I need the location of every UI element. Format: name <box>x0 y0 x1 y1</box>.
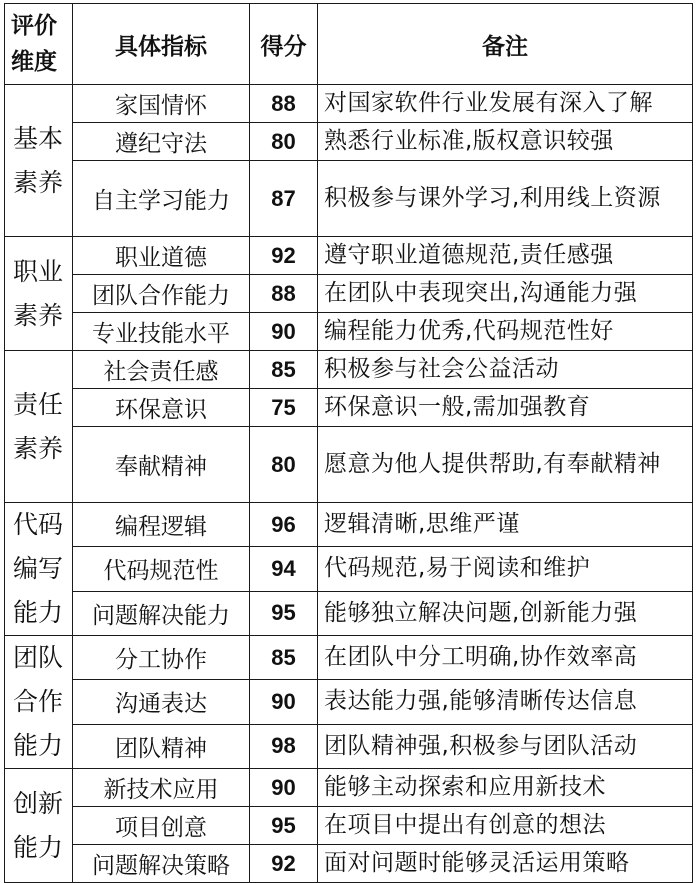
indicator-cell: 职业道德 <box>73 237 250 275</box>
table-row <box>5 427 693 503</box>
indicator-cell: 问题解决能力 <box>73 591 250 635</box>
dimension-cell: 基本素养 <box>5 85 73 237</box>
note-cell: 熟悉行业标准,版权意识较强 <box>318 123 693 161</box>
score-cell: 87 <box>250 161 318 237</box>
note-cell: 在团队中表现突出,沟通能力强 <box>318 275 693 313</box>
table-row <box>5 351 693 389</box>
table-row <box>5 807 693 845</box>
score-cell: 88 <box>250 85 318 123</box>
table-row <box>5 503 693 547</box>
note-cell: 面对问题时能够灵活运用策略 <box>318 845 693 883</box>
score-cell: 90 <box>250 313 318 351</box>
header-note: 备注 <box>318 4 693 85</box>
note-cell: 能够主动探索和应用新技术 <box>318 769 693 807</box>
table-row <box>5 85 693 123</box>
note-cell: 积极参与课外学习,利用线上资源 <box>318 161 693 237</box>
score-cell: 88 <box>250 275 318 313</box>
dimension-cell: 责任素养 <box>5 351 73 503</box>
indicator-cell: 新技术应用 <box>73 769 250 807</box>
table-row <box>5 313 693 351</box>
indicator-cell: 专业技能水平 <box>73 313 250 351</box>
table-row <box>5 275 693 313</box>
header-dimension: 评价维度 <box>5 4 73 85</box>
score-cell: 94 <box>250 547 318 591</box>
score-cell: 98 <box>250 724 318 768</box>
score-cell: 92 <box>250 237 318 275</box>
score-cell: 90 <box>250 769 318 807</box>
note-cell: 积极参与社会公益活动 <box>318 351 693 389</box>
indicator-cell: 编程逻辑 <box>73 503 250 547</box>
indicator-cell: 奉献精神 <box>73 427 250 503</box>
indicator-cell: 自主学习能力 <box>73 161 250 237</box>
table-row <box>5 845 693 883</box>
indicator-cell: 问题解决策略 <box>73 845 250 883</box>
note-cell: 对国家软件行业发展有深入了解 <box>318 85 693 123</box>
note-cell: 编程能力优秀,代码规范性好 <box>318 313 693 351</box>
note-cell: 表达能力强,能够清晰传达信息 <box>318 680 693 724</box>
dimension-cell: 代码编写能力 <box>5 503 73 636</box>
note-cell: 愿意为他人提供帮助,有奉献精神 <box>318 427 693 503</box>
header-row <box>5 4 693 85</box>
score-cell: 75 <box>250 389 318 427</box>
indicator-cell: 代码规范性 <box>73 547 250 591</box>
note-cell: 在项目中提出有创意的想法 <box>318 807 693 845</box>
note-cell: 代码规范,易于阅读和维护 <box>318 547 693 591</box>
score-cell: 96 <box>250 503 318 547</box>
indicator-cell: 社会责任感 <box>73 351 250 389</box>
score-cell: 85 <box>250 351 318 389</box>
score-cell: 80 <box>250 123 318 161</box>
table-row <box>5 591 693 635</box>
table-row <box>5 769 693 807</box>
note-cell: 在团队中分工明确,协作效率高 <box>318 636 693 680</box>
dimension-cell: 团队合作能力 <box>5 636 73 769</box>
score-cell: 95 <box>250 591 318 635</box>
indicator-cell: 环保意识 <box>73 389 250 427</box>
table-row <box>5 161 693 237</box>
indicator-cell: 项目创意 <box>73 807 250 845</box>
note-cell: 逻辑清晰,思维严谨 <box>318 503 693 547</box>
indicator-cell: 分工协作 <box>73 636 250 680</box>
indicator-cell: 团队合作能力 <box>73 275 250 313</box>
indicator-cell: 沟通表达 <box>73 680 250 724</box>
dimension-cell: 创新能力 <box>5 769 73 883</box>
note-cell: 环保意识一般,需加强教育 <box>318 389 693 427</box>
table-row <box>5 724 693 768</box>
note-cell: 能够独立解决问题,创新能力强 <box>318 591 693 635</box>
score-cell: 85 <box>250 636 318 680</box>
dimension-cell: 职业素养 <box>5 237 73 351</box>
indicator-cell: 遵纪守法 <box>73 123 250 161</box>
table-row <box>5 389 693 427</box>
score-cell: 92 <box>250 845 318 883</box>
header-indicator: 具体指标 <box>73 4 250 85</box>
table-row <box>5 636 693 680</box>
score-cell: 90 <box>250 680 318 724</box>
score-cell: 80 <box>250 427 318 503</box>
note-cell: 团队精神强,积极参与团队活动 <box>318 724 693 768</box>
indicator-cell: 家国情怀 <box>73 85 250 123</box>
table-row <box>5 123 693 161</box>
table-row <box>5 547 693 591</box>
header-score: 得分 <box>250 4 318 85</box>
table-row <box>5 680 693 724</box>
table-row <box>5 237 693 275</box>
score-cell: 95 <box>250 807 318 845</box>
evaluation-table <box>4 3 693 883</box>
note-cell: 遵守职业道德规范,责任感强 <box>318 237 693 275</box>
indicator-cell: 团队精神 <box>73 724 250 768</box>
